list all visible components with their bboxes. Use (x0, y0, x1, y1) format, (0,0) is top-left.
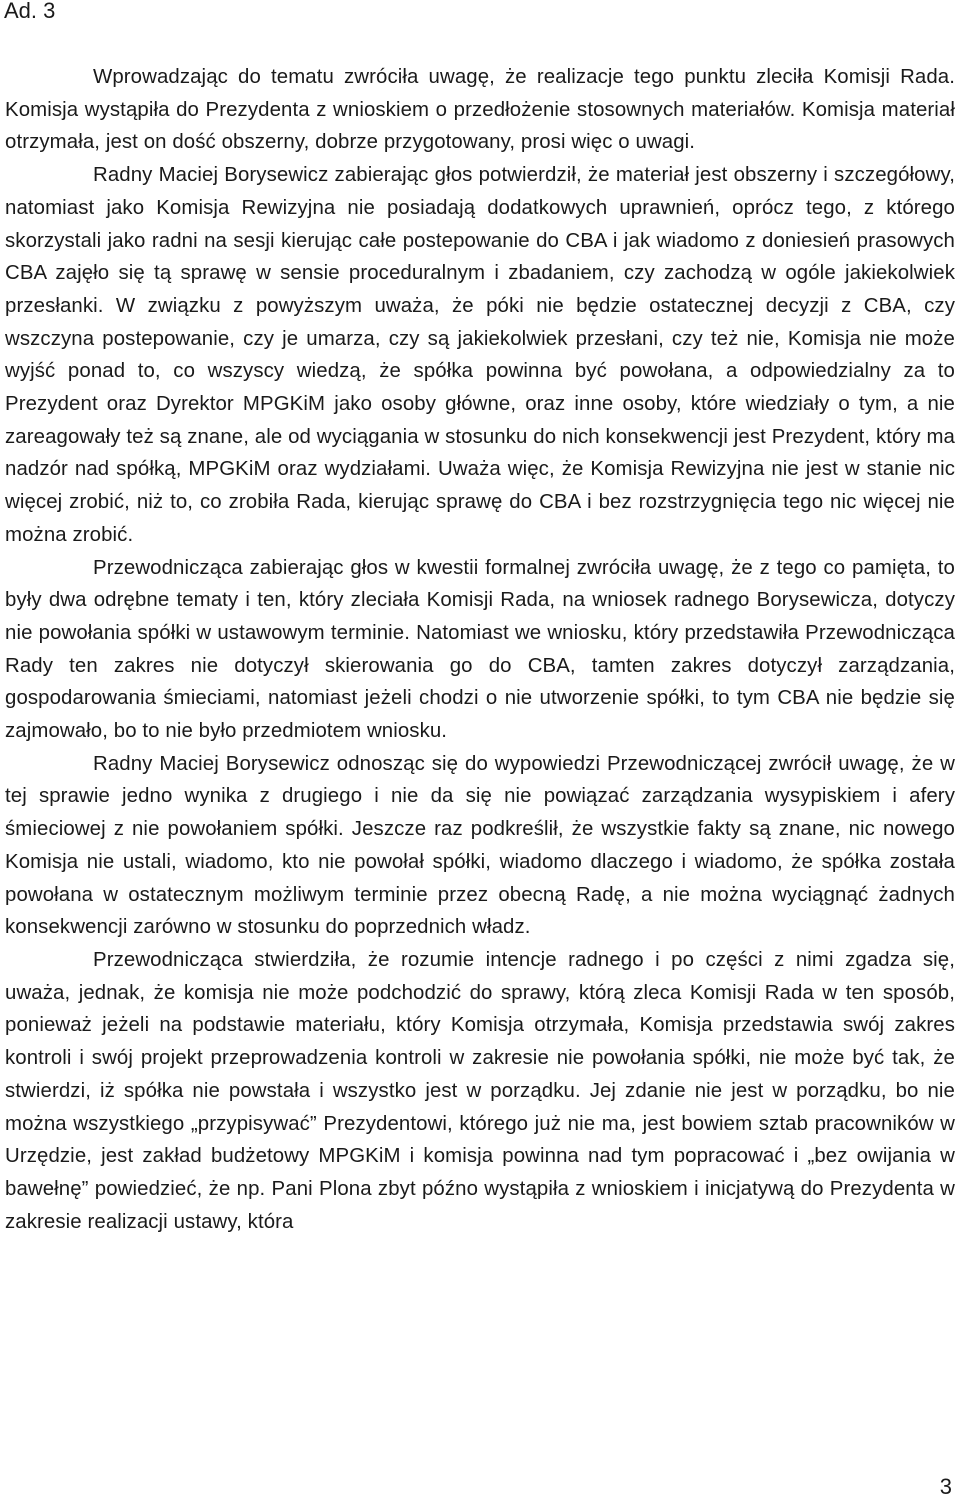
paragraph: Przewodnicząca zabierając głos w kwestii formalnej zwróciła uwagę, że z tego co pamięta, to były dwa odrębne tematy i ten, który zleciała Komisji Rada, na wniosek radnego Borysewicza, dotyczy nie powołania spółki w ustawowym terminie. Natomiast we wniosku, który przedstawiła Przewodnicząca Rady ten zakres nie dotyczył skierowania go do CBA, tamten zakres dotyczył zarządzania, gospodarowania śmieciami, natomiast jeżeli chodzi o nie utworzenie spółki, to tym CBA nie będzie się zajmowało, bo to nie było przedmiotem wniosku. (5, 556, 955, 743)
section-heading: Ad. 3 (4, 0, 56, 23)
page-number: 3 (939, 1474, 952, 1499)
paragraph: Przewodnicząca stwierdziła, że rozumie intencje radnego i po części z nimi zgadza się, uważa, jednak, że komisja nie może podchodzić do sprawy, którą zleca Komisji Rada w ten sposób, ponieważ jeżeli na podstawie materiału, który Komisja otrzymała, Komisja przedstawia swój zakres kontroli i swój projekt przeprowadzenia kontroli w zakresie nie powołania spółki, nie może być tak, że stwierdzi, iż spółka nie powstała i wszystko jest w porządku. Jej zdanie nie jest w porządku, bo nie można wszystkiego „przypisywać” Prezydentowi, którego już nie ma, jest bowiem sztab pracowników w Urzędzie, jest zakład budżetowy MPGKiM i komisja powinna nad tym popracować i „bez owijania w bawełnę” powiedzieć, że np. Pani Plona zbyt późno wystąpiła z wnioskiem i inicjatywą do Prezydenta w zakresie realizacji ustawy, która (5, 948, 955, 1233)
paragraph: Radny Maciej Borysewicz zabierając głos potwierdził, że materiał jest obszerny i szczegółowy, natomiast jako Komisja Rewizyjna nie posiadają dodatkowych uprawnień, oprócz tego, z którego skorzystali jako radni na sesji kierując całe postepowanie do CBA i jak wiadomo z doniesień prasowych CBA zajęło się tą sprawę w sensie proceduralnym i zbadaniem, czy zachodzą w ogóle jakiekolwiek przesłanki. W związku z powyższym uważa, że póki nie będzie ostatecznej decyzji z CBA, czy wszczyna postepowanie, czy je umarza, czy są jakiekolwiek przesłani, czy też nie, Komisja nie może wyjść ponad to, co wszyscy wiedzą, że spółka powinna być powołana, a odpowiedzialny za to Prezydent oraz Dyrektor MPGKiM jako osoby główne, oraz inne osoby, które wiedziały o tym, a nie zareagowały też są znane, ale od wyciągania w stosunku do nich konsekwencji jest Prezydent, który ma nadzór nad spółką, MPGKiM oraz wydziałami. Uważa więc, że Komisja Rewizyjna nie jest w stanie nic więcej zrobić, niż to, co zrobiła Rada, kierując sprawę do CBA i bez rozstrzygnięcia tego nic więcej nie można zrobić. (5, 164, 955, 546)
document-body (5, 61, 955, 1238)
paragraph: Radny Maciej Borysewicz odnosząc się do wypowiedzi Przewodniczącej zwrócił uwagę, że w tej sprawie jedno wynika z drugiego i nie da się nie powiązać zarządzania wysypiskiem i afery śmieciowej z nie powołaniem spółki. Jeszcze raz podkreślił, że wszystkie fakty są znane, nic nowego Komisja nie ustali, wiadomo, kto nie powołał spółki, wiadomo dlaczego i wiadomo, że spółka została powołana w ostatecznym możliwym terminie przez obecną Radę, a nie można wyciągnąć żadnych konsekwencji zarówno w stosunku do poprzednich władz. (5, 752, 955, 939)
paragraph: Wprowadzając do tematu zwróciła uwagę, że realizacje tego punktu zleciła Komisji Rada. Komisja wystąpiła do Prezydenta z wnioskiem o przedłożenie stosownych materiałów. Komisja materiał otrzymała, jest on dość obszerny, dobrze przygotowany, prosi więc o uwagi. (5, 66, 955, 154)
